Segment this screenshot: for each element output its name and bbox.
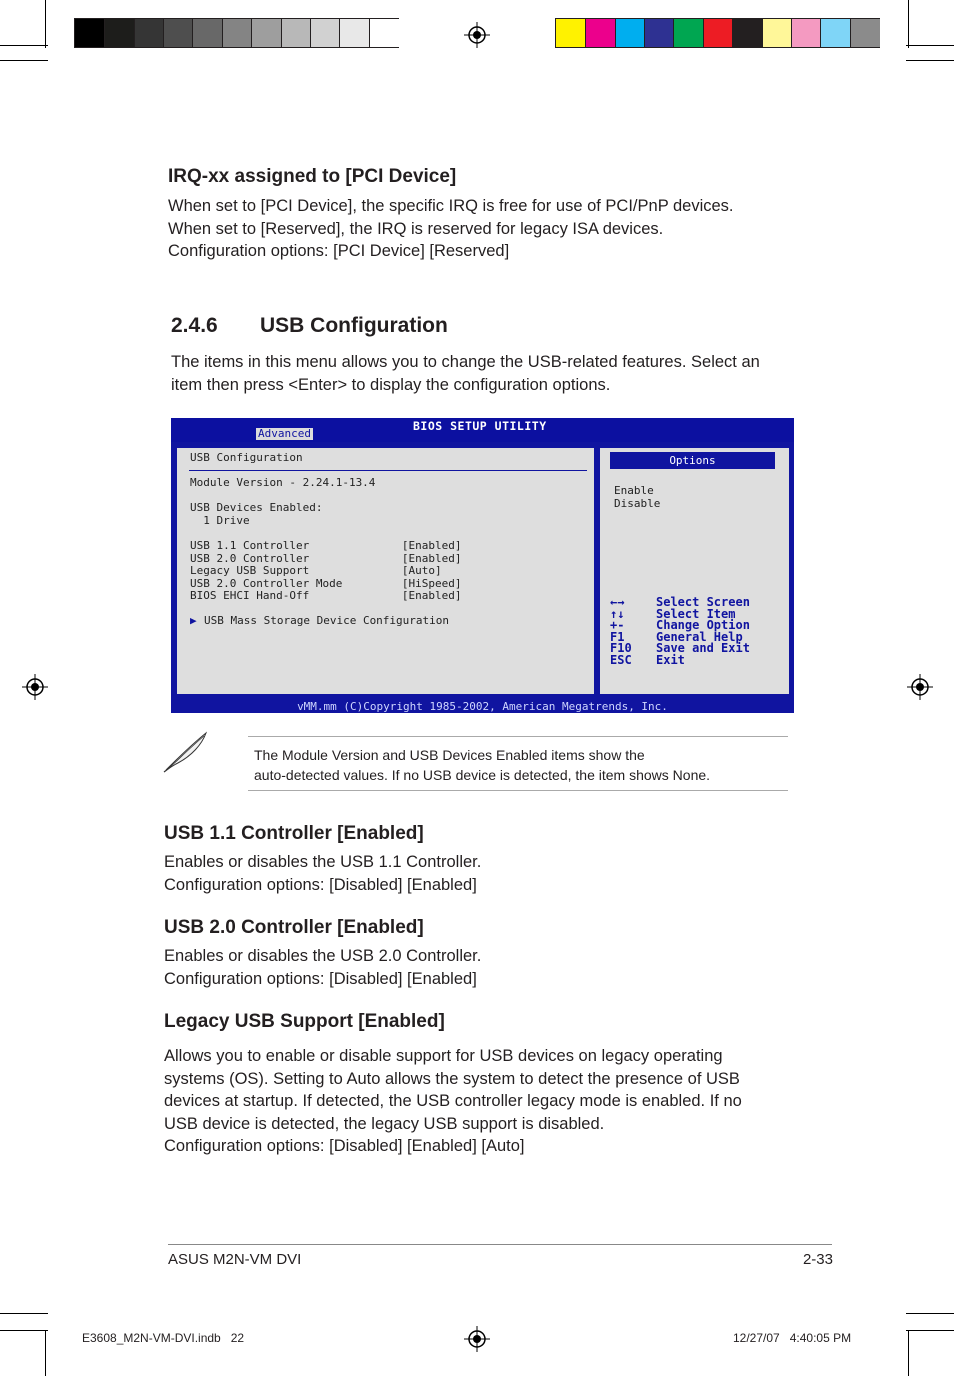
text-line: Configuration options: [Disabled] [Enabled] [Auto] [164,1137,525,1155]
bios-module-version: Module Version - 2.24.1-13.4 [190,476,376,489]
text-line: Configuration options: [Disabled] [Enabled] [164,969,477,988]
text-line: systems (OS). Setting to Auto allows the system to detect the presence of USB [164,1069,740,1088]
color-swatch [556,19,585,47]
color-swatch [703,19,733,47]
color-swatch [281,19,311,47]
legacy-heading: Legacy USB Support [Enabled] [164,1011,445,1032]
registration-mark-icon [464,22,490,48]
color-swatch [163,19,193,47]
key-change-option: +- [610,618,625,632]
bios-help-pane [598,446,791,696]
crop-mark [0,1313,48,1314]
bios-item-mass-storage[interactable]: USB Mass Storage Device Configuration [204,614,450,627]
option-enable: Enable [614,484,654,497]
bios-device-count: 1 Drive [190,514,250,527]
color-swatch [222,19,252,47]
grayscale-bar [74,18,399,48]
color-bar [555,18,880,48]
color-swatch [673,19,703,47]
bios-item-legacy[interactable]: Legacy USB Support [Auto] [190,564,442,577]
key-select-item: ↑↓ [610,606,625,621]
text-line: When set to [Reserved], the IRQ is reserved for legacy ISA devices. [168,219,664,238]
color-swatch [134,19,164,47]
key-exit: ESC [610,652,632,667]
bios-main-pane [175,446,596,696]
bios-titlebar [171,418,794,442]
registration-mark-icon [464,1326,490,1352]
color-swatch [644,19,674,47]
key-exit-action: Exit [656,652,685,667]
color-swatch [192,19,222,47]
color-swatch [850,19,880,47]
crop-mark [906,45,954,46]
bios-item-ehci[interactable]: BIOS EHCI Hand-Off [Enabled] [190,589,462,602]
bios-screen [171,418,794,713]
color-swatch [75,19,104,47]
crop-mark [45,1330,46,1376]
text-line: The Module Version and USB Devices Enabled items show the [254,747,645,763]
key-general-help-action: General Help [656,629,743,644]
irq-description [168,195,734,263]
options-header: Options [610,452,775,469]
footer-page-number: 2-33 [802,1251,833,1268]
key-select-item-action: Select Item [656,606,736,621]
feather-note-icon [162,730,212,774]
text-line: Enables or disables the USB 2.0 Controller. [164,947,482,965]
color-swatch [310,19,340,47]
key-save-exit-action: Save and Exit [656,641,750,655]
bios-item-usb20-mode[interactable]: USB 2.0 Controller Mode [HiSpeed] [190,576,462,590]
section-number: 2.4.6 [171,314,218,337]
bios-item-usb20[interactable]: USB 2.0 Controller [Enabled] [190,551,462,565]
color-swatch [791,19,821,47]
text-line: Allows you to enable or disable support for USB devices on legacy operating [164,1047,723,1065]
text-line: auto-detected values. If no USB device is detected, the item shows None. [254,767,711,783]
crop-mark [908,0,909,48]
bios-tab-advanced[interactable]: Advanced [258,427,311,440]
text-line: When set to [PCI Device], the specific IRQ is free for use of PCI/PnP devices. [168,197,734,215]
color-swatch [820,19,850,47]
submenu-arrow-icon: ▶ [190,614,197,627]
color-swatch [369,19,399,47]
slug-date: 12/27/07 4:40:05 PM [733,1331,852,1345]
text-line: devices at startup. If detected, the USB controller legacy mode is enabled. If no [164,1092,742,1110]
bios-copyright: vMM.mm (C)Copyright 1985-2002, American Megatrends, Inc. [297,700,668,713]
crop-mark [906,1313,954,1314]
text-line: Configuration options: [PCI Device] [Reserved] [168,242,510,260]
crop-mark [908,1330,909,1376]
color-swatch [762,19,792,47]
usb20-heading: USB 2.0 Controller [Enabled] [164,917,424,938]
color-swatch [104,19,134,47]
registration-mark-icon [22,674,48,700]
crop-mark [906,60,954,61]
usb11-description [164,851,481,896]
irq-heading: IRQ-xx assigned to [PCI Device] [168,166,457,187]
key-change-option-action: Change Option [656,618,750,632]
footer-rule [168,1244,832,1245]
text-line: USB device is detected, the legacy USB support is disabled. [164,1114,605,1133]
bios-title: BIOS SETUP UTILITY [413,419,547,433]
bios-item-usb11[interactable]: USB 1.1 Controller [Enabled] [190,539,462,552]
crop-mark [906,1330,954,1331]
crop-mark [45,0,46,48]
section-intro [171,351,760,396]
registration-mark-icon [907,674,933,700]
key-general-help: F1 [610,629,625,644]
slug-filename: E3608_M2N-VM-DVI.indb 22 [82,1331,245,1345]
legacy-description [164,1045,742,1158]
crop-mark [0,45,48,46]
text-line: Configuration options: [Disabled] [Enabled] [164,875,477,894]
option-disable: Disable [614,497,661,510]
color-swatch [339,19,369,47]
text-line: item then press <Enter> to display the configuration options. [171,375,611,394]
key-save-exit: F10 [610,641,632,655]
crop-mark [0,60,48,61]
crop-mark [0,1330,48,1331]
footer-product: ASUS M2N-VM DVI [168,1251,302,1268]
color-swatch [732,19,762,47]
color-swatch [615,19,645,47]
color-swatch [251,19,281,47]
divider [189,470,587,471]
bios-devices-enabled: USB Devices Enabled: [190,501,323,514]
key-select-screen: ←→ [610,595,625,609]
note-bottom-rule [248,790,788,791]
section-title: USB Configuration [260,314,448,337]
bios-menu-title: USB Configuration [190,451,303,464]
note-top-rule [248,736,788,737]
color-swatch [585,19,615,47]
key-select-screen-action: Select Screen [656,595,750,609]
text-line: Enables or disables the USB 1.1 Controller. [164,853,482,871]
usb11-heading: USB 1.1 Controller [Enabled] [164,823,424,844]
text-line: The items in this menu allows you to change the USB-related features. Select an [171,353,760,371]
usb20-description [164,945,481,990]
note-text [254,745,710,785]
